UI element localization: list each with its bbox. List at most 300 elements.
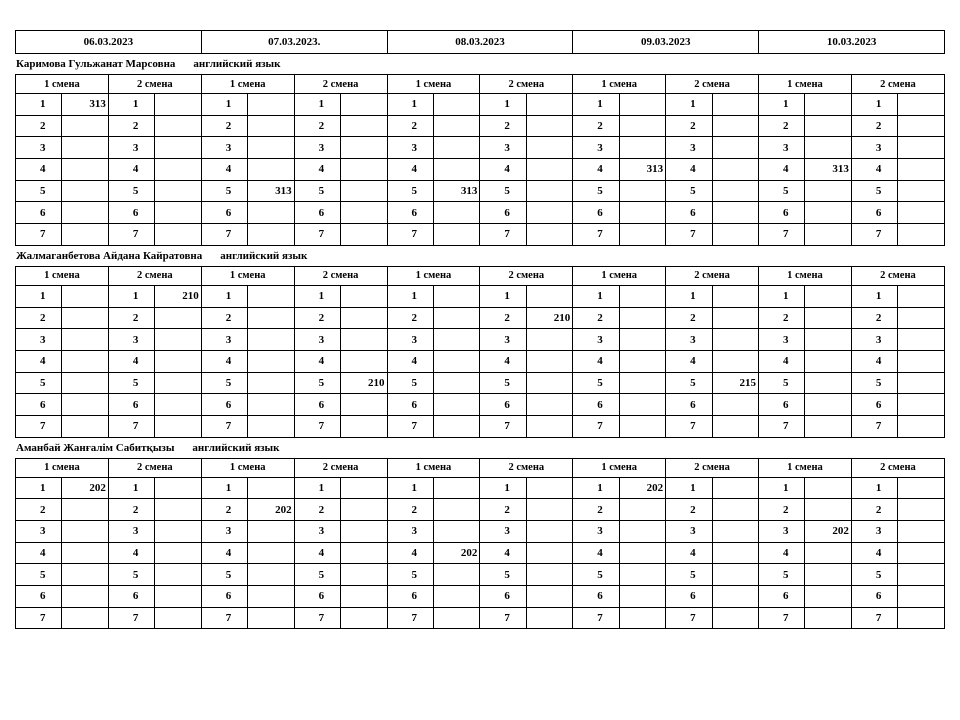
room-cell: 313 [433, 180, 479, 202]
room-cell [155, 415, 201, 437]
shift-header-row [16, 266, 945, 285]
room-cell [341, 564, 387, 586]
lesson-row [16, 564, 945, 586]
lesson-number: 7 [759, 415, 805, 437]
room-cell [898, 202, 945, 224]
room-cell [805, 542, 851, 564]
room-cell [619, 180, 665, 202]
lesson-number: 2 [480, 115, 526, 137]
room-cell [155, 586, 201, 608]
lesson-number: 2 [16, 499, 62, 521]
lesson-number: 6 [480, 586, 526, 608]
room-cell [248, 137, 294, 159]
room-cell [898, 586, 945, 608]
lesson-number: 7 [851, 415, 897, 437]
room-cell [898, 285, 945, 307]
room-cell [526, 285, 572, 307]
room-cell [248, 224, 294, 246]
room-cell [712, 159, 758, 181]
dates-row [16, 31, 945, 54]
shift-label: 2 смена [294, 266, 387, 285]
room-cell [248, 159, 294, 181]
room-cell [526, 521, 572, 543]
room-cell [619, 202, 665, 224]
lesson-number: 2 [666, 307, 712, 329]
lesson-number: 4 [759, 350, 805, 372]
lesson-number: 6 [201, 202, 247, 224]
room-cell [805, 202, 851, 224]
lesson-number: 2 [480, 499, 526, 521]
shift-label: 1 смена [387, 75, 480, 94]
lesson-number: 2 [759, 499, 805, 521]
room-cell [433, 115, 479, 137]
shift-label: 1 смена [201, 458, 294, 477]
room-cell [805, 477, 851, 499]
lesson-number: 7 [480, 607, 526, 629]
date-cell: 07.03.2023. [201, 31, 387, 54]
lesson-number: 1 [759, 477, 805, 499]
room-cell [712, 180, 758, 202]
lesson-number: 2 [759, 307, 805, 329]
room-cell [341, 586, 387, 608]
room-cell [248, 564, 294, 586]
room-cell [805, 224, 851, 246]
shift-label: 1 смена [573, 266, 666, 285]
teacher-schedule-table [15, 74, 945, 246]
lesson-row [16, 499, 945, 521]
room-cell [433, 477, 479, 499]
lesson-number: 1 [759, 285, 805, 307]
room-cell [805, 415, 851, 437]
lesson-number: 1 [387, 94, 433, 116]
room-cell [619, 115, 665, 137]
room-cell: 202 [805, 521, 851, 543]
lesson-number: 5 [108, 564, 154, 586]
lesson-number: 7 [759, 224, 805, 246]
shift-label: 2 смена [108, 266, 201, 285]
lesson-number: 7 [16, 224, 62, 246]
lesson-number: 6 [387, 202, 433, 224]
shift-label: 1 смена [16, 266, 109, 285]
lesson-number: 7 [108, 415, 154, 437]
lesson-number: 4 [387, 159, 433, 181]
shift-label: 1 смена [201, 266, 294, 285]
lesson-number: 2 [294, 499, 340, 521]
lesson-number: 2 [387, 499, 433, 521]
room-cell [155, 115, 201, 137]
shift-label: 2 смена [666, 458, 759, 477]
lesson-number: 2 [108, 307, 154, 329]
shift-label: 1 смена [759, 75, 852, 94]
lesson-row [16, 115, 945, 137]
lesson-number: 6 [573, 586, 619, 608]
teacher-heading [15, 54, 945, 74]
room-cell [712, 521, 758, 543]
room-cell [619, 307, 665, 329]
lesson-number: 4 [387, 542, 433, 564]
room-cell [248, 415, 294, 437]
room-cell: 313 [248, 180, 294, 202]
lesson-number: 4 [16, 350, 62, 372]
lesson-row [16, 415, 945, 437]
lesson-number: 4 [480, 542, 526, 564]
lesson-number: 4 [294, 159, 340, 181]
shift-label: 1 смена [387, 458, 480, 477]
room-cell [62, 372, 108, 394]
lesson-number: 3 [480, 137, 526, 159]
room-cell [898, 137, 945, 159]
lesson-number: 4 [573, 350, 619, 372]
lesson-number: 5 [387, 564, 433, 586]
lesson-number: 1 [201, 477, 247, 499]
room-cell [155, 394, 201, 416]
room-cell [433, 137, 479, 159]
lesson-number: 6 [16, 394, 62, 416]
lesson-number: 7 [387, 415, 433, 437]
room-cell [341, 350, 387, 372]
lesson-number: 4 [666, 350, 712, 372]
room-cell [341, 521, 387, 543]
lesson-number: 1 [16, 477, 62, 499]
room-cell [712, 350, 758, 372]
room-cell [433, 372, 479, 394]
room-cell [433, 329, 479, 351]
room-cell [898, 307, 945, 329]
teacher-subject: английский язык [192, 441, 280, 454]
lesson-number: 6 [759, 394, 805, 416]
room-cell [898, 607, 945, 629]
room-cell [62, 159, 108, 181]
lesson-number: 1 [480, 477, 526, 499]
shift-label: 2 смена [851, 458, 944, 477]
room-cell [155, 224, 201, 246]
date-cell: 10.03.2023 [759, 31, 945, 54]
room-cell [805, 394, 851, 416]
room-cell [712, 542, 758, 564]
room-cell [712, 224, 758, 246]
shift-label: 2 смена [480, 75, 573, 94]
room-cell [433, 499, 479, 521]
shift-header-row [16, 75, 945, 94]
lesson-number: 6 [108, 394, 154, 416]
lesson-row [16, 586, 945, 608]
lesson-number: 2 [480, 307, 526, 329]
lesson-number: 1 [759, 94, 805, 116]
lesson-number: 2 [108, 499, 154, 521]
lesson-number: 4 [201, 350, 247, 372]
room-cell [341, 542, 387, 564]
shift-label: 2 смена [666, 75, 759, 94]
lesson-number: 7 [294, 224, 340, 246]
room-cell [433, 415, 479, 437]
room-cell [526, 350, 572, 372]
room-cell [805, 94, 851, 116]
room-cell [62, 564, 108, 586]
lesson-number: 3 [387, 521, 433, 543]
teacher-heading [15, 246, 945, 266]
room-cell [898, 329, 945, 351]
lesson-number: 5 [851, 372, 897, 394]
room-cell [712, 586, 758, 608]
room-cell [248, 542, 294, 564]
lesson-number: 2 [851, 499, 897, 521]
room-cell [433, 394, 479, 416]
lesson-number: 3 [16, 329, 62, 351]
lesson-number: 4 [16, 159, 62, 181]
lesson-number: 4 [108, 542, 154, 564]
shift-label: 2 смена [480, 266, 573, 285]
room-cell [619, 350, 665, 372]
dates-header-table [15, 30, 945, 54]
lesson-number: 5 [16, 564, 62, 586]
lesson-number: 3 [16, 521, 62, 543]
room-cell [62, 607, 108, 629]
room-cell [433, 159, 479, 181]
room-cell [248, 394, 294, 416]
room-cell [248, 607, 294, 629]
lesson-number: 6 [851, 394, 897, 416]
lesson-number: 6 [294, 202, 340, 224]
lesson-number: 7 [573, 224, 619, 246]
shift-label: 2 смена [851, 266, 944, 285]
lesson-number: 2 [573, 307, 619, 329]
lesson-number: 5 [759, 564, 805, 586]
lesson-row [16, 180, 945, 202]
lesson-number: 6 [16, 586, 62, 608]
shift-label: 2 смена [108, 75, 201, 94]
lesson-number: 2 [201, 499, 247, 521]
lesson-number: 2 [666, 115, 712, 137]
room-cell [433, 94, 479, 116]
room-cell [898, 372, 945, 394]
room-cell [248, 202, 294, 224]
lesson-number: 1 [294, 285, 340, 307]
lesson-number: 5 [387, 372, 433, 394]
lesson-number: 7 [851, 607, 897, 629]
lesson-row [16, 137, 945, 159]
room-cell [619, 499, 665, 521]
room-cell [526, 372, 572, 394]
lesson-number: 7 [108, 607, 154, 629]
room-cell [712, 285, 758, 307]
shift-label: 2 смена [108, 458, 201, 477]
lesson-number: 4 [480, 159, 526, 181]
lesson-number: 2 [201, 115, 247, 137]
lesson-number: 1 [387, 477, 433, 499]
room-cell [526, 159, 572, 181]
room-cell [62, 224, 108, 246]
room-cell [433, 202, 479, 224]
lesson-number: 7 [573, 415, 619, 437]
lesson-number: 2 [201, 307, 247, 329]
room-cell [341, 607, 387, 629]
lesson-number: 1 [294, 94, 340, 116]
room-cell [248, 372, 294, 394]
date-cell: 09.03.2023 [573, 31, 759, 54]
room-cell [526, 415, 572, 437]
room-cell [62, 180, 108, 202]
room-cell: 313 [805, 159, 851, 181]
lesson-number: 7 [201, 224, 247, 246]
schedule-sheet [15, 30, 945, 629]
lesson-number: 6 [294, 586, 340, 608]
room-cell [433, 307, 479, 329]
lesson-number: 6 [851, 202, 897, 224]
room-cell [805, 329, 851, 351]
room-cell: 202 [62, 477, 108, 499]
lesson-number: 3 [573, 521, 619, 543]
room-cell [619, 285, 665, 307]
teacher-name: Каримова Гульжанат Марсовна [16, 58, 176, 70]
lesson-number: 3 [201, 329, 247, 351]
room-cell [898, 542, 945, 564]
lesson-number: 7 [480, 415, 526, 437]
room-cell [433, 285, 479, 307]
lesson-number: 3 [851, 137, 897, 159]
room-cell [341, 180, 387, 202]
lesson-row [16, 521, 945, 543]
lesson-row [16, 350, 945, 372]
room-cell [433, 350, 479, 372]
lesson-number: 7 [16, 607, 62, 629]
lesson-number: 1 [201, 285, 247, 307]
lesson-number: 3 [387, 137, 433, 159]
room-cell [155, 542, 201, 564]
room-cell [526, 202, 572, 224]
room-cell [898, 159, 945, 181]
room-cell [62, 137, 108, 159]
room-cell [341, 499, 387, 521]
lesson-number: 3 [666, 137, 712, 159]
room-cell [341, 285, 387, 307]
room-cell [526, 94, 572, 116]
lesson-number: 5 [480, 372, 526, 394]
shift-label: 1 смена [387, 266, 480, 285]
lesson-number: 6 [387, 586, 433, 608]
lesson-number: 5 [16, 372, 62, 394]
lesson-number: 6 [480, 202, 526, 224]
lesson-number: 6 [851, 586, 897, 608]
room-cell [805, 499, 851, 521]
lesson-number: 7 [387, 224, 433, 246]
room-cell [155, 607, 201, 629]
lesson-number: 2 [16, 115, 62, 137]
lesson-number: 6 [108, 586, 154, 608]
room-cell [712, 329, 758, 351]
lesson-number: 1 [108, 285, 154, 307]
room-cell [526, 224, 572, 246]
room-cell: 210 [155, 285, 201, 307]
lesson-number: 1 [387, 285, 433, 307]
lesson-number: 4 [759, 159, 805, 181]
shift-label: 1 смена [201, 75, 294, 94]
room-cell [62, 350, 108, 372]
lesson-number: 1 [851, 94, 897, 116]
lesson-number: 5 [108, 180, 154, 202]
lesson-number: 3 [851, 329, 897, 351]
lesson-number: 2 [387, 307, 433, 329]
lesson-number: 5 [666, 564, 712, 586]
lesson-number: 5 [759, 180, 805, 202]
room-cell [712, 564, 758, 586]
lesson-number: 4 [666, 542, 712, 564]
date-cell: 08.03.2023 [387, 31, 573, 54]
lesson-number: 3 [480, 329, 526, 351]
room-cell [248, 329, 294, 351]
shift-label: 1 смена [16, 458, 109, 477]
lesson-number: 3 [201, 521, 247, 543]
lesson-number: 5 [16, 180, 62, 202]
room-cell [619, 542, 665, 564]
room-cell [62, 586, 108, 608]
lesson-number: 1 [16, 285, 62, 307]
shift-label: 2 смена [666, 266, 759, 285]
room-cell [155, 521, 201, 543]
room-cell [155, 137, 201, 159]
room-cell [155, 180, 201, 202]
room-cell [341, 202, 387, 224]
lesson-number: 4 [480, 350, 526, 372]
room-cell [805, 350, 851, 372]
lesson-number: 3 [108, 329, 154, 351]
lesson-row [16, 329, 945, 351]
lesson-number: 7 [573, 607, 619, 629]
lesson-number: 3 [666, 521, 712, 543]
room-cell [712, 607, 758, 629]
room-cell [155, 350, 201, 372]
room-cell [712, 307, 758, 329]
room-cell [526, 477, 572, 499]
room-cell [526, 607, 572, 629]
lesson-number: 6 [666, 202, 712, 224]
lesson-number: 5 [666, 180, 712, 202]
lesson-row [16, 607, 945, 629]
lesson-number: 5 [294, 372, 340, 394]
room-cell [62, 499, 108, 521]
room-cell [433, 564, 479, 586]
lesson-number: 1 [851, 477, 897, 499]
room-cell: 210 [526, 307, 572, 329]
lesson-number: 5 [294, 564, 340, 586]
room-cell [248, 350, 294, 372]
teacher-subject: английский язык [193, 58, 281, 70]
room-cell [805, 115, 851, 137]
lesson-number: 4 [108, 159, 154, 181]
room-cell [341, 115, 387, 137]
room-cell [712, 202, 758, 224]
room-cell [155, 307, 201, 329]
teacher-heading [15, 438, 945, 458]
lesson-number: 1 [573, 285, 619, 307]
lesson-number: 5 [851, 564, 897, 586]
room-cell [62, 285, 108, 307]
shift-label: 2 смена [294, 75, 387, 94]
shift-label: 1 смена [573, 458, 666, 477]
lesson-number: 1 [573, 477, 619, 499]
lesson-number: 3 [108, 521, 154, 543]
room-cell [62, 202, 108, 224]
lesson-number: 4 [666, 159, 712, 181]
lesson-number: 3 [294, 329, 340, 351]
room-cell [712, 94, 758, 116]
lesson-number: 4 [851, 159, 897, 181]
shift-header-row [16, 458, 945, 477]
room-cell [619, 137, 665, 159]
room-cell [155, 499, 201, 521]
lesson-number: 5 [108, 372, 154, 394]
room-cell [248, 477, 294, 499]
room-cell [341, 159, 387, 181]
